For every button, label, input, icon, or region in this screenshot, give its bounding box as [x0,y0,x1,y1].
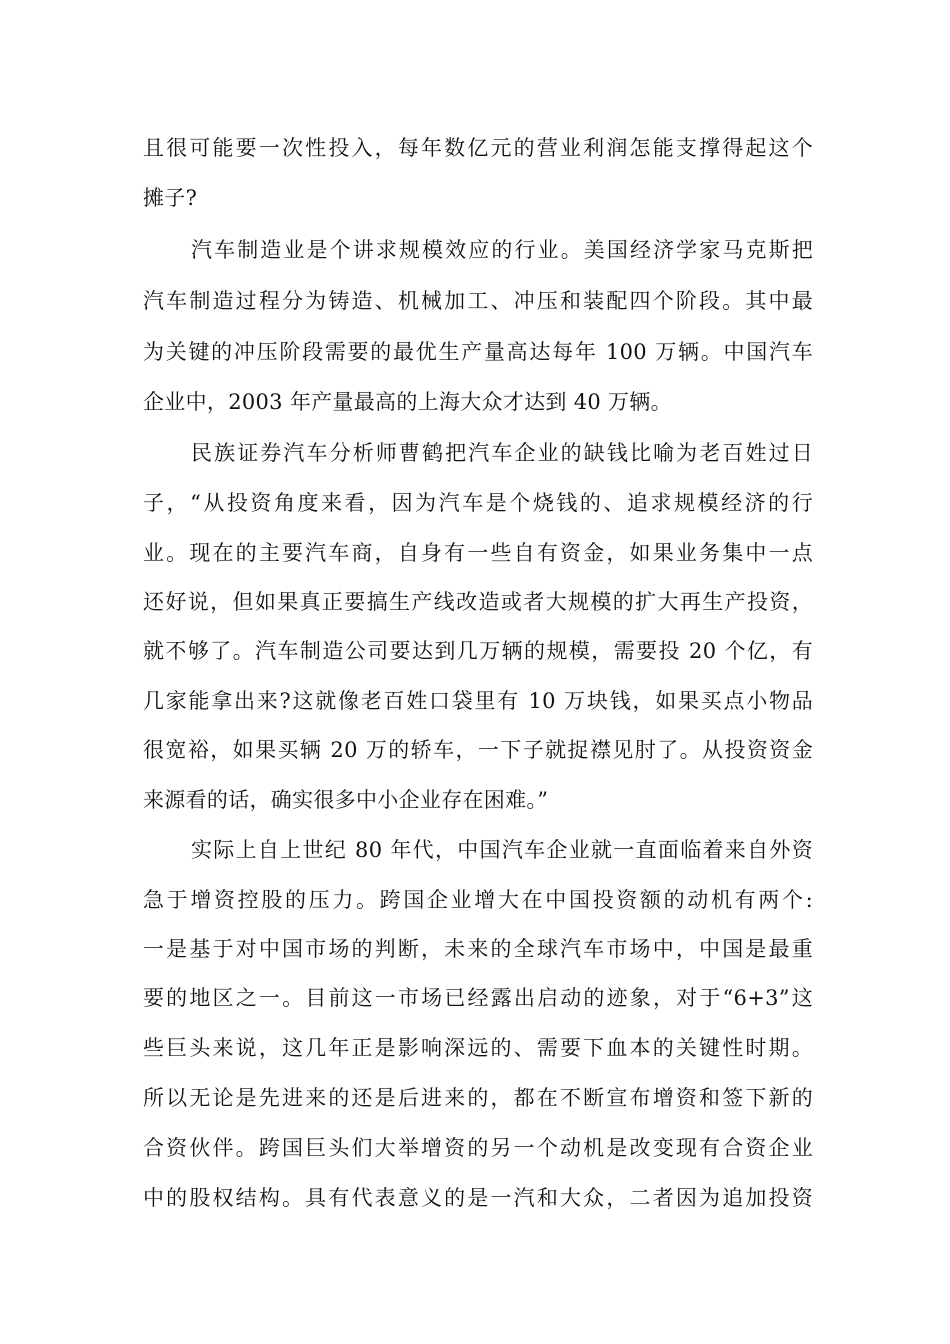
text-line: 摊子? [143,186,198,210]
text-line: 一是基于对中国市场的判断，未来的全球汽车市场中，中国是最重 [143,937,813,961]
text-line: 为关键的冲压阶段需要的最优生产量高达每年 100 万辆。中国汽车 [143,340,813,364]
text-line: 业。现在的主要汽车商，自身有一些自有资金，如果业务集中一点 [143,541,813,565]
text-line: 汽车制造过程分为铸造、机械加工、冲压和装配四个阶段。其中最 [143,289,813,313]
text-line: 很宽裕，如果买辆 20 万的轿车，一下子就捉襟见肘了。从投资资金 [143,738,813,762]
text-line: 且很可能要一次性投入，每年数亿元的营业利润怎能支撑得起这个 [143,136,813,160]
text-line: 些巨头来说，这几年正是影响深远的、需要下血本的关键性时期。 [143,1036,813,1060]
text-line: 企业中，2003 年产量最高的上海大众才达到 40 万辆。 [143,390,672,414]
text-line: 合资伙伴。跨国巨头们大举增资的另一个动机是改变现有合资企业 [143,1136,813,1160]
text-line: 急于增资控股的压力。跨国企业增大在中国投资额的动机有两个: [143,888,813,912]
paragraph-first-line: 汽车制造业是个讲求规模效应的行业。美国经济学家马克斯把 [191,238,813,262]
text-line: 子，“从投资角度来看，因为汽车是个烧钱的、追求规模经济的行 [143,491,813,515]
paragraph-first-line: 实际上自上世纪 80 年代，中国汽车企业就一直面临着来自外资 [191,838,813,862]
text-line: 所以无论是先进来的还是后进来的，都在不断宣布增资和签下新的 [143,1086,813,1110]
text-line: 要的地区之一。目前这一市场已经露出启动的迹象，对于“6+3”这 [143,986,813,1010]
text-line: 就不够了。汽车制造公司要达到几万辆的规模，需要投 20 个亿，有 [143,639,813,663]
text-line: 还好说，但如果真正要搞生产线改造或者大规模的扩大再生产投资， [143,590,813,614]
paragraph-first-line: 民族证券汽车分析师曹鹤把汽车企业的缺钱比喻为老百姓过日 [191,441,813,465]
text-line: 中的股权结构。具有代表意义的是一汽和大众，二者因为追加投资 [143,1186,813,1210]
text-line: 来源看的话，确实很多中小企业存在困难。” [143,788,549,812]
text-line: 几家能拿出来?这就像老百姓口袋里有 10 万块钱，如果买点小物品 [143,689,813,713]
